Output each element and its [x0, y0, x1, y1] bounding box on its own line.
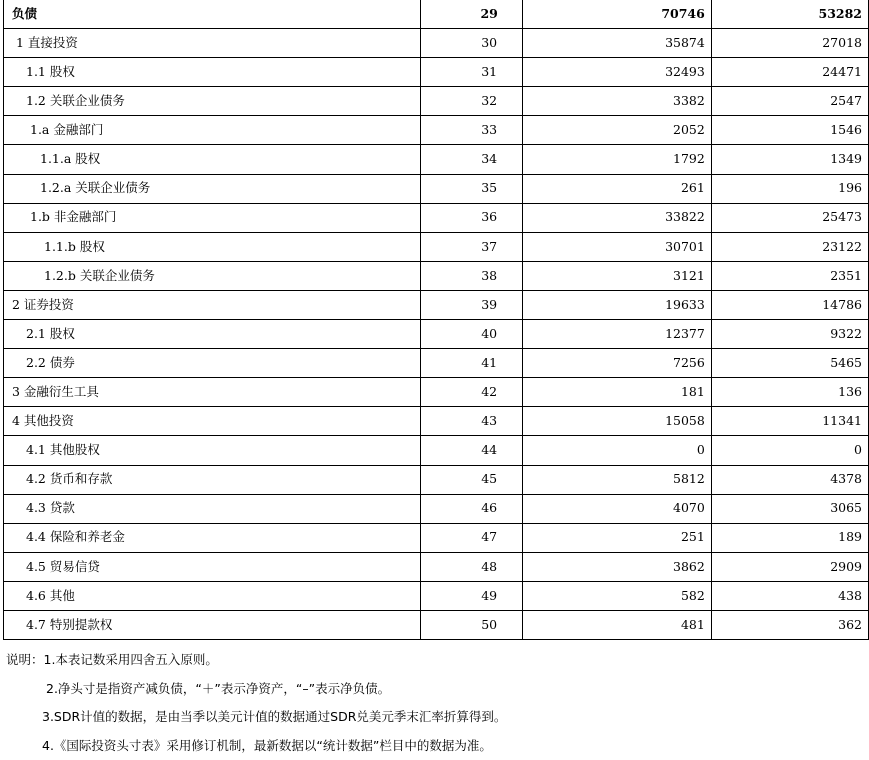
note-4: 4.《国际投资头寸表》采用修订机制，最新数据以“统计数据”栏目中的数据为准。 [42, 737, 492, 753]
investment-position-table [3, 0, 869, 640]
table-row [4, 232, 869, 261]
table-row [4, 174, 869, 203]
row-number: 30 [420, 29, 522, 58]
value-col-2: 2351 [711, 261, 868, 290]
value-col-2: 11341 [711, 407, 868, 436]
table-row [4, 87, 869, 116]
value-col-2: 53282 [711, 0, 868, 29]
value-col-2: 2547 [711, 87, 868, 116]
value-col-2: 362 [711, 610, 868, 639]
value-col-2: 1349 [711, 145, 868, 174]
row-number: 31 [420, 58, 522, 87]
value-col-1: 15058 [523, 407, 712, 436]
row-number: 48 [420, 552, 522, 581]
row-number: 50 [420, 610, 522, 639]
value-col-1: 32493 [523, 58, 712, 87]
table-row [4, 407, 869, 436]
table-row [4, 320, 869, 349]
row-label: 4.6 其他 [4, 581, 421, 610]
value-col-1: 7256 [523, 349, 712, 378]
table-row [4, 610, 869, 639]
value-col-2: 9322 [711, 320, 868, 349]
row-number: 35 [420, 174, 522, 203]
value-col-1: 12377 [523, 320, 712, 349]
value-col-1: 481 [523, 610, 712, 639]
row-number: 29 [420, 0, 522, 29]
value-col-2: 196 [711, 174, 868, 203]
row-number: 42 [420, 378, 522, 407]
value-col-1: 70746 [523, 0, 712, 29]
table-row [4, 203, 869, 232]
row-number: 39 [420, 290, 522, 319]
table-row [4, 290, 869, 319]
row-label: 2.1 股权 [4, 320, 421, 349]
value-col-1: 0 [523, 436, 712, 465]
note-1: 说明：1.本表记数采用四舍五入原则。 [6, 652, 218, 667]
value-col-1: 3862 [523, 552, 712, 581]
value-col-1: 261 [523, 174, 712, 203]
row-label: 1.2 关联企业债务 [4, 87, 421, 116]
row-label: 1.1.b 股权 [4, 232, 421, 261]
table-row [4, 465, 869, 494]
table-body [4, 0, 869, 640]
value-col-1: 1792 [523, 145, 712, 174]
value-col-1: 35874 [523, 29, 712, 58]
row-number: 37 [420, 232, 522, 261]
value-col-2: 24471 [711, 58, 868, 87]
value-col-1: 19633 [523, 290, 712, 319]
row-number: 36 [420, 203, 522, 232]
row-label: 4.5 贸易信贷 [4, 552, 421, 581]
row-label: 1.1 股权 [4, 58, 421, 87]
value-col-2: 4378 [711, 465, 868, 494]
row-label: 4.1 其他股权 [4, 436, 421, 465]
notes-section [6, 646, 506, 760]
row-number: 46 [420, 494, 522, 523]
table-row [4, 349, 869, 378]
row-label: 4.4 保险和养老金 [4, 523, 421, 552]
value-col-1: 4070 [523, 494, 712, 523]
row-label: 4.3 贷款 [4, 494, 421, 523]
value-col-1: 2052 [523, 116, 712, 145]
row-label: 2 证券投资 [4, 290, 421, 319]
value-col-2: 1546 [711, 116, 868, 145]
value-col-2: 14786 [711, 290, 868, 319]
note-2: 2.净头寸是指资产减负债，“＋”表示净资产，“–”表示净负债。 [46, 680, 391, 696]
row-number: 40 [420, 320, 522, 349]
row-label: 1.2.b 关联企业债务 [4, 261, 421, 290]
value-col-1: 5812 [523, 465, 712, 494]
value-col-1: 30701 [523, 232, 712, 261]
value-col-1: 33822 [523, 203, 712, 232]
value-col-1: 181 [523, 378, 712, 407]
row-number: 44 [420, 436, 522, 465]
table-row [4, 145, 869, 174]
row-label: 2.2 债券 [4, 349, 421, 378]
row-number: 47 [420, 523, 522, 552]
row-label: 1.2.a 关联企业债务 [4, 174, 421, 203]
table-row [4, 58, 869, 87]
value-col-1: 3382 [523, 87, 712, 116]
row-label: 4.7 特别提款权 [4, 610, 421, 639]
row-number: 33 [420, 116, 522, 145]
row-label: 1 直接投资 [4, 29, 421, 58]
value-col-2: 5465 [711, 349, 868, 378]
table-row [4, 552, 869, 581]
table-row [4, 261, 869, 290]
row-number: 32 [420, 87, 522, 116]
value-col-2: 189 [711, 523, 868, 552]
row-label: 4 其他投资 [4, 407, 421, 436]
row-number: 34 [420, 145, 522, 174]
row-label: 1.1.a 股权 [4, 145, 421, 174]
row-number: 41 [420, 349, 522, 378]
table-row [4, 523, 869, 552]
value-col-2: 3065 [711, 494, 868, 523]
value-col-1: 582 [523, 581, 712, 610]
value-col-2: 27018 [711, 29, 868, 58]
table-row [4, 581, 869, 610]
row-number: 43 [420, 407, 522, 436]
value-col-2: 25473 [711, 203, 868, 232]
table-row [4, 436, 869, 465]
row-number: 49 [420, 581, 522, 610]
value-col-1: 3121 [523, 261, 712, 290]
value-col-2: 23122 [711, 232, 868, 261]
row-number: 45 [420, 465, 522, 494]
table-row [4, 29, 869, 58]
row-label: 负债 [4, 0, 421, 29]
value-col-2: 136 [711, 378, 868, 407]
row-label: 3 金融衍生工具 [4, 378, 421, 407]
row-label: 1.a 金融部门 [4, 116, 421, 145]
table-row [4, 0, 869, 29]
row-number: 38 [420, 261, 522, 290]
table-row [4, 116, 869, 145]
table-row [4, 494, 869, 523]
value-col-2: 0 [711, 436, 868, 465]
row-label: 4.2 货币和存款 [4, 465, 421, 494]
table-row [4, 378, 869, 407]
row-label: 1.b 非金融部门 [4, 203, 421, 232]
value-col-2: 438 [711, 581, 868, 610]
value-col-2: 2909 [711, 552, 868, 581]
note-3: 3.SDR计值的数据，是由当季以美元计值的数据通过SDR兑美元季末汇率折算得到。 [42, 709, 507, 725]
value-col-1: 251 [523, 523, 712, 552]
